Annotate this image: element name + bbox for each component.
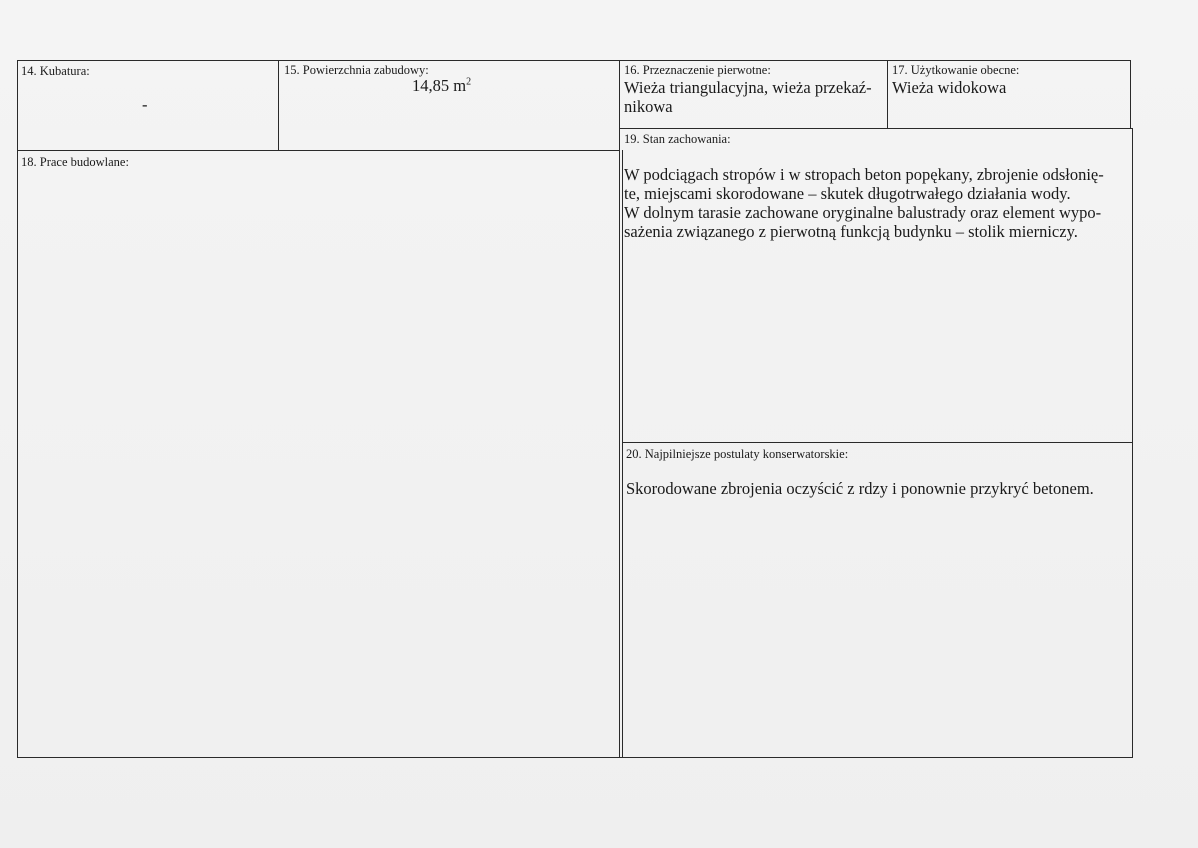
uzytkowanie-value: Wieża widokowa [892, 78, 1007, 97]
frame-bottom [17, 757, 1133, 758]
frame-right-top [1130, 60, 1131, 129]
kubatura-value: - [142, 95, 148, 114]
stan-text [624, 165, 1128, 241]
powierzchnia-unit-sup: 2 [466, 76, 472, 88]
kubatura-label: 14. Kubatura: [21, 64, 90, 78]
prace-label: 18. Prace budowlane: [21, 155, 129, 169]
divider-center-lower [622, 150, 623, 758]
postulaty-label: 20. Najpilniejsze postulaty konserwatorskie: [626, 447, 849, 461]
divider-19-20 [622, 442, 1133, 443]
divider-16-17 [887, 60, 888, 129]
frame-left [17, 60, 18, 758]
postulaty-text: Skorodowane zbrojenia oczyścić z rdzy i ponownie przykryć betonem. [626, 479, 1094, 498]
przeznaczenie-value-line1: Wieża triangulacyjna, wieża przekaź- [624, 78, 872, 97]
frame-top [17, 60, 1131, 61]
frame-right [1132, 128, 1133, 758]
divider-row1-right [619, 128, 1133, 129]
stan-line-3: W dolnym tarasie zachowane oryginalne balustrady oraz element wypo- [624, 203, 1102, 222]
stan-line-1: W podciągach stropów i w stropach beton popękany, zbrojenie odsłonię- [624, 165, 1104, 184]
przeznaczenie-value-line2: nikowa [624, 97, 673, 116]
divider-center [619, 60, 620, 758]
stan-line-2: te, miejscami skorodowane – skutek długotrwałego działania wody. [624, 184, 1071, 203]
powierzchnia-value [412, 76, 471, 95]
divider-14-15 [278, 60, 279, 151]
powierzchnia-label: 15. Powierzchnia zabudowy: [284, 63, 429, 77]
uzytkowanie-label: 17. Użytkowanie obecne: [892, 63, 1020, 77]
stan-label: 19. Stan zachowania: [624, 132, 731, 146]
powierzchnia-number: 14,85 m [412, 76, 467, 95]
divider-row1-left [17, 150, 619, 151]
przeznaczenie-label: 16. Przeznaczenie pierwotne: [624, 63, 771, 77]
stan-line-4: sażenia związanego z pierwotną funkcją budynku – stolik mierniczy. [624, 222, 1078, 241]
